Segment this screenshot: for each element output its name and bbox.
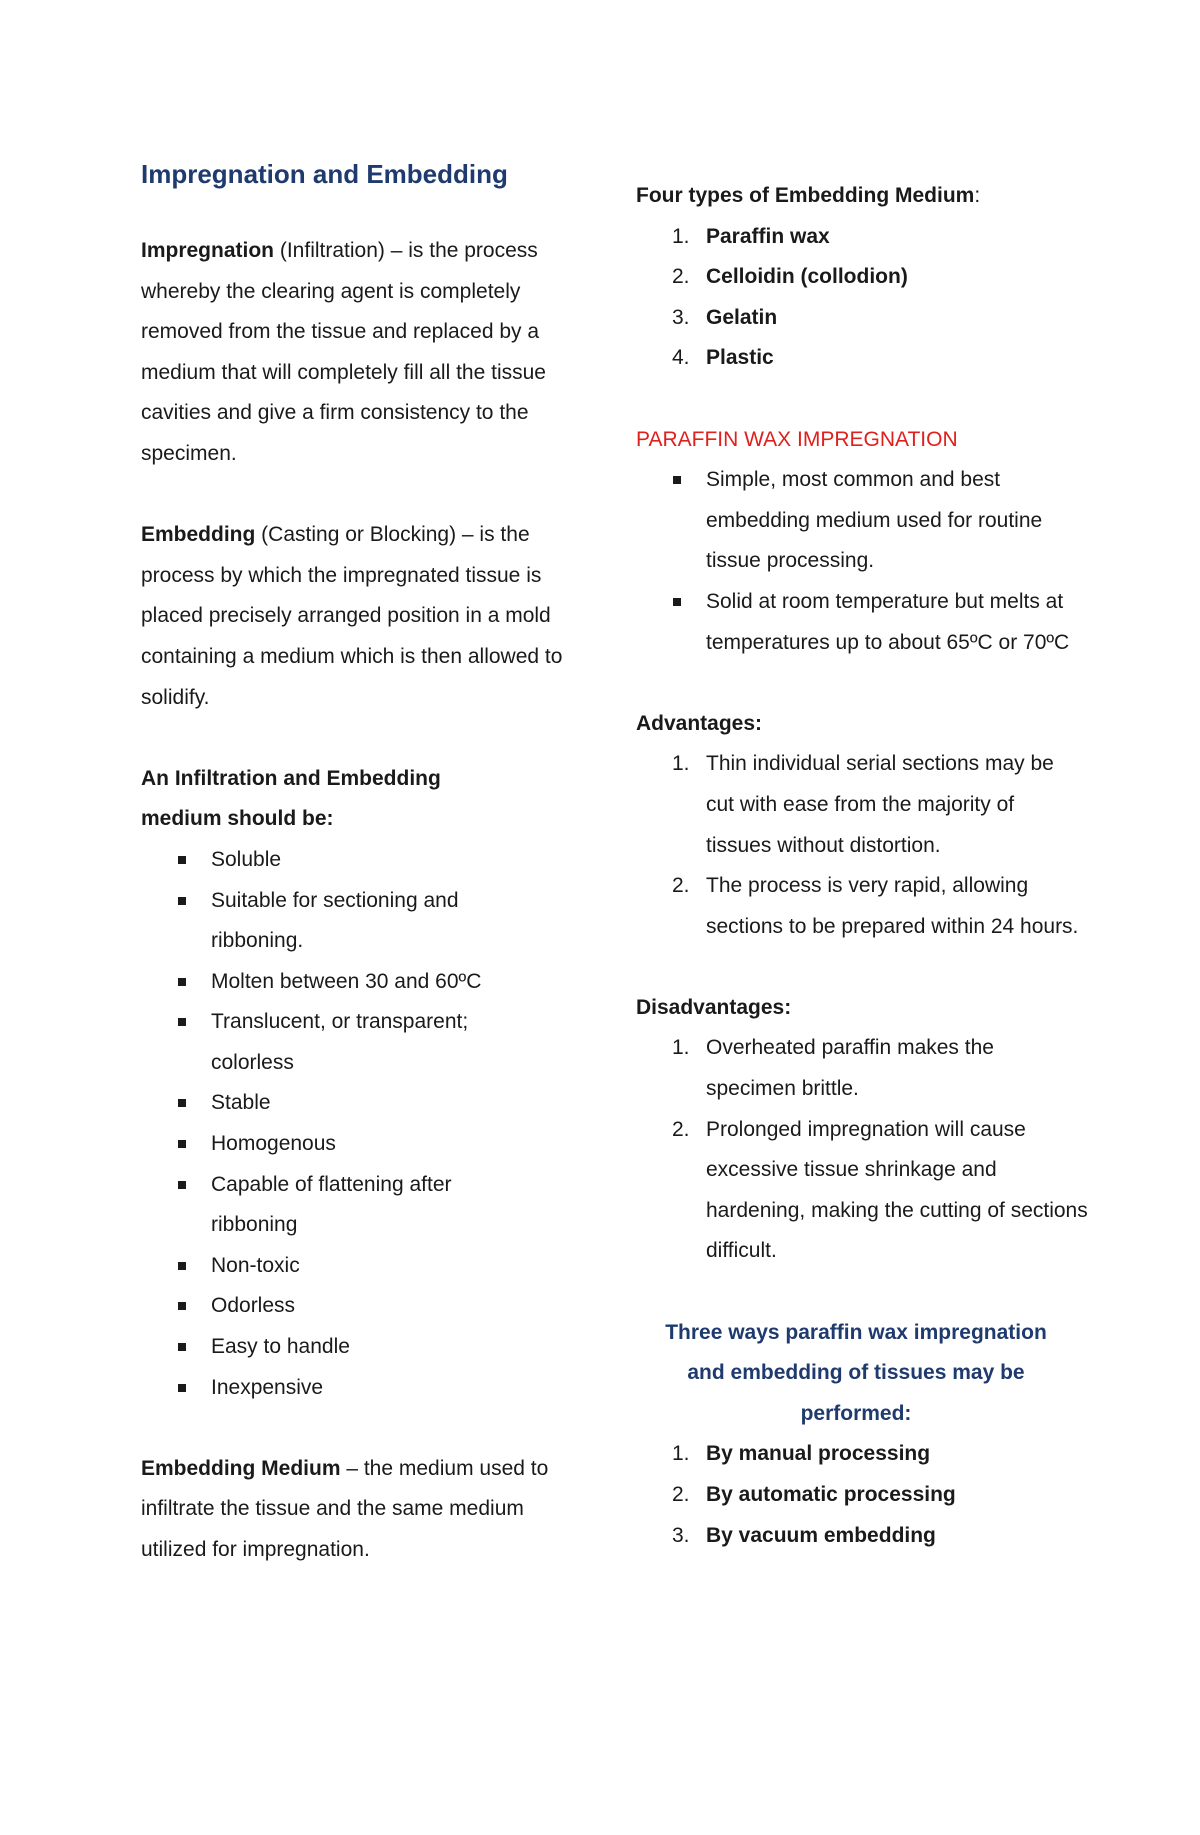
impregnation-text: (Infiltration) – is the process whereby the clearing agent is completely removed from the tissue and replaced by a medium that will completely fill all the tissue cavities and give a firm consistency to the specimen. <box>141 239 546 465</box>
advantages-list <box>636 744 1079 947</box>
square-bullet-icon <box>178 1262 186 1270</box>
paraffin-heading: PARAFFIN WAX IMPREGNATION <box>636 427 958 451</box>
types-list <box>636 217 1076 379</box>
square-bullet-icon <box>178 1343 186 1351</box>
list-item: 1. Thin individual serial sections may be cut with ease from the majority of tissues without distortion. <box>672 752 1054 857</box>
criteria-heading <box>141 759 521 840</box>
list-item: 3. Gelatin <box>672 305 778 329</box>
impregnation-term: Impregnation <box>141 239 275 262</box>
list-item: Inexpensive <box>141 1368 581 1409</box>
square-bullet-icon <box>178 1181 186 1189</box>
criteria-list <box>141 840 581 1408</box>
square-bullet-icon <box>178 856 186 864</box>
disadvantages-heading: Disadvantages: <box>636 995 792 1019</box>
impregnation-definition <box>141 231 581 475</box>
square-bullet-icon <box>178 978 186 986</box>
types-heading: Four types of Embedding Medium: <box>636 184 981 207</box>
list-item: 2. The process is very rapid, allowing sections to be prepared within 24 hours. <box>672 874 1079 938</box>
list-item: 2. By automatic processing <box>672 1483 956 1506</box>
list-item: Soluble <box>141 840 581 881</box>
embedding-definition <box>141 515 581 718</box>
square-bullet-icon <box>178 897 186 905</box>
embedding-medium-text: – the medium used to infiltrate the tissue and the same medium utilized for impregnation. <box>141 1456 549 1561</box>
list-item: Suitable for sectioning and ribboning. <box>141 881 511 962</box>
list-item: 2. Prolonged impregnation will cause excessive tissue shrinkage and hardening, making the cutting of sections difficult. <box>672 1117 1088 1263</box>
list-item: Stable <box>141 1083 581 1124</box>
list-item: Homogenous <box>141 1124 581 1165</box>
list-item: 4. Plastic <box>672 346 774 370</box>
list-item: Translucent, or transparent; colorless <box>141 1002 551 1083</box>
square-bullet-icon <box>178 1302 186 1310</box>
square-bullet-icon <box>178 1384 186 1392</box>
paraffin-points <box>636 460 1076 663</box>
ways-heading: Three ways paraffin wax impregnation and embedding of tissues may be performed: <box>665 1320 1047 1425</box>
square-bullet-icon <box>673 476 681 484</box>
list-item: Easy to handle <box>141 1327 581 1368</box>
embedding-text: (Casting or Blocking) – is the process by which the impregnated tissue is placed precisely arranged position in a mold containing a medium which is then allowed to solidify. <box>141 523 563 709</box>
square-bullet-icon <box>178 1140 186 1148</box>
list-item: 1. Paraffin wax <box>672 224 830 248</box>
list-item: 1. By manual processing <box>672 1442 931 1466</box>
criteria-heading-text: An Infiltration and Embedding medium should be: <box>141 766 441 831</box>
advantages-heading: Advantages: <box>636 711 763 735</box>
list-item: Simple, most common and best embedding medium used for routine tissue processing. <box>636 460 1086 582</box>
list-item: Capable of flattening after ribboning <box>141 1165 511 1246</box>
square-bullet-icon <box>178 1018 186 1026</box>
ways-list <box>636 1434 1076 1556</box>
disadvantages-list <box>636 1028 1088 1272</box>
embedding-medium-term: Embedding Medium <box>141 1456 341 1480</box>
embedding-term: Embedding <box>141 523 256 547</box>
list-item: Molten between 30 and 60ºC <box>141 962 581 1003</box>
list-item: 2. Celloidin (collodion) <box>672 265 908 289</box>
square-bullet-icon <box>673 598 681 606</box>
list-item: 3. By vacuum embedding <box>672 1523 936 1547</box>
square-bullet-icon <box>178 1099 186 1107</box>
right-column <box>636 176 1088 1556</box>
list-item: 1. Overheated paraffin makes the specimen brittle. <box>672 1036 994 1101</box>
page-title: Impregnation and Embedding <box>141 159 508 190</box>
list-item: Solid at room temperature but melts at temperatures up to about 65ºC or 70ºC <box>636 582 1086 663</box>
embedding-medium-definition <box>141 1449 581 1571</box>
list-item: Odorless <box>141 1286 581 1327</box>
left-column <box>141 231 581 1571</box>
list-item: Non-toxic <box>141 1246 581 1287</box>
